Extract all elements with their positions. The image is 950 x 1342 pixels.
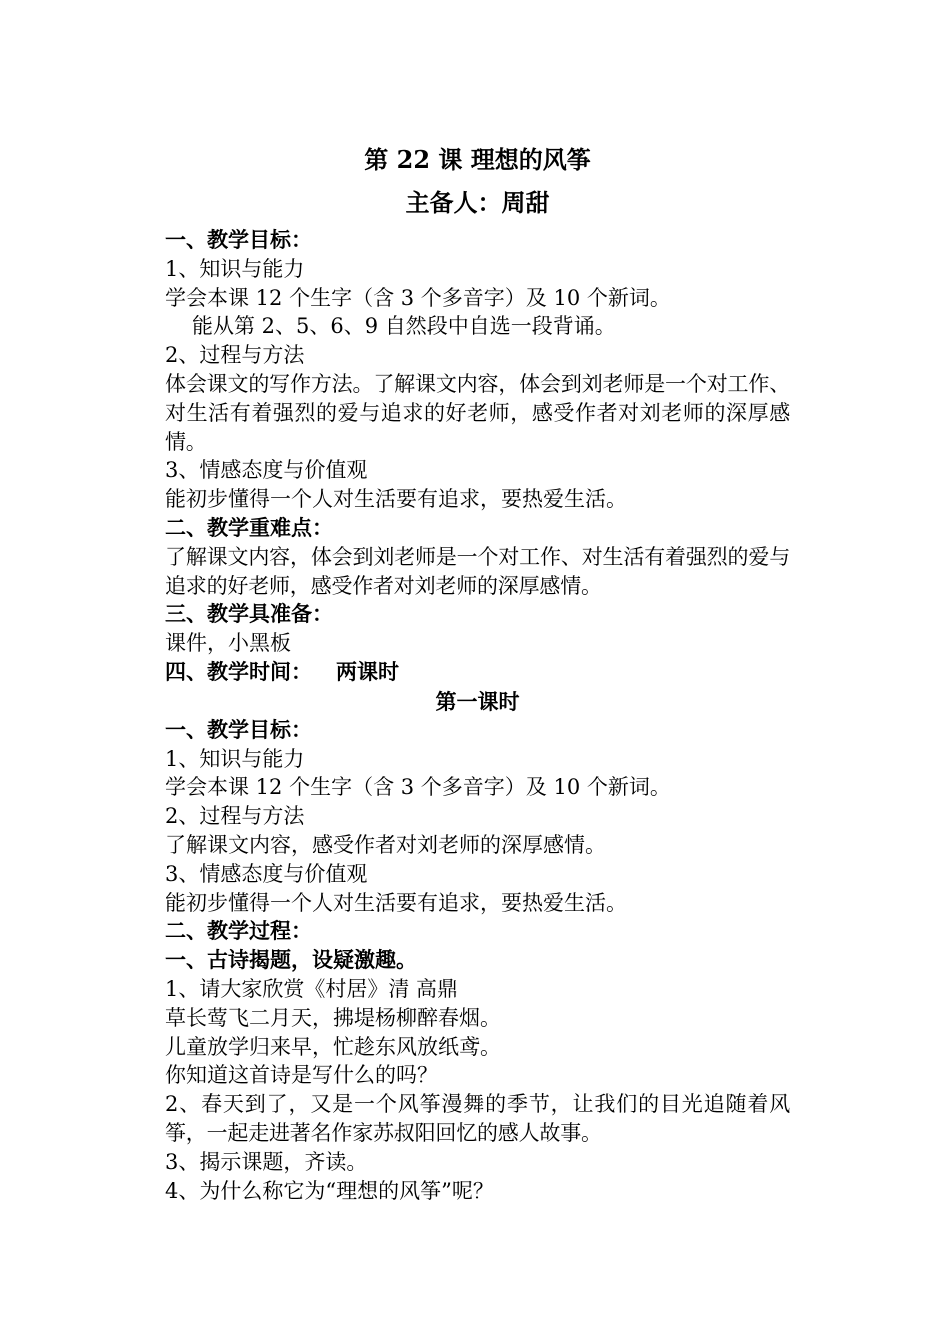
section-heading-value: 两课时 <box>336 658 399 684</box>
lesson-plan-blocks <box>165 226 790 1205</box>
text-line: 3、情感态度与价值观 <box>165 861 368 886</box>
section-heading: 一、教学目标： <box>165 227 312 252</box>
section-heading: 二、教学过程： <box>165 918 312 944</box>
text-line: 草长莺飞二月天，拂堤杨柳醉春烟。 <box>165 1005 501 1030</box>
text-line: 学会本课 12 个生字（含 3 个多音字）及 10 个新词。 <box>165 775 671 800</box>
section-heading <box>165 658 790 687</box>
section-heading: 三、教学具准备： <box>165 601 333 627</box>
text-line: 了解课文内容，感受作者对刘老师的深厚感情。 <box>165 832 606 857</box>
author-line: 主备人：周甜 <box>405 188 550 217</box>
lesson-title: 第 22 课 理想的风筝 <box>364 145 591 174</box>
text-line: 学会本课 12 个生字（含 3 个多音字）及 10 个新词。 <box>165 285 671 310</box>
text-line: 1、知识与能力 <box>165 746 305 771</box>
text-line: 3、情感态度与价值观 <box>165 458 368 483</box>
paragraph: 体会课文的写作方法。了解课文内容，体会到刘老师是一个对工作、对生活有着强烈的爱与追求的好老师，感受作者对刘老师的深厚感情。 <box>165 371 790 454</box>
text-line: 能初步懂得一个人对生活要有追求，要热爱生活。 <box>165 890 627 915</box>
paragraph: 了解课文内容，体会到刘老师是一个对工作、对生活有着强烈的爱与追求的好老师，感受作者对刘老师的深厚感情。 <box>165 544 790 598</box>
text-line: 1、知识与能力 <box>165 256 305 281</box>
paragraph: 2、春天到了，又是一个风筝漫舞的季节，让我们的目光追随着风筝，一起走进著名作家苏叔阳回忆的感人故事。 <box>165 1092 790 1145</box>
section-heading: 一、古诗揭题，设疑激趣。 <box>165 947 417 973</box>
section-heading: 一、教学目标： <box>165 716 312 742</box>
text-line: 2、过程与方法 <box>165 804 305 829</box>
document-body <box>165 140 790 1205</box>
text-line: 1、请大家欣赏《村居》清 高鼎 <box>165 976 459 1001</box>
text-line: 你知道这首诗是写什么的吗？ <box>165 1063 438 1088</box>
text-line: 能初步懂得一个人对生活要有追求，要热爱生活。 <box>165 487 627 512</box>
text-line: 课件，小黑板 <box>165 631 291 656</box>
text-line: 3、揭示课题，齐读。 <box>165 1149 368 1174</box>
indented-line: 能从第 2、5、6、9 自然段中自选一段背诵。 <box>192 314 616 339</box>
text-line: 4、为什么称它为“理想的风筝”呢？ <box>165 1178 494 1203</box>
text-line: 儿童放学归来早，忙趁东风放纸鸢。 <box>165 1034 501 1059</box>
text-line: 2、过程与方法 <box>165 343 305 368</box>
section-heading-label: 四、教学时间： <box>165 658 312 684</box>
period-heading: 第一课时 <box>435 688 520 714</box>
section-heading: 二、教学重难点： <box>165 514 333 540</box>
